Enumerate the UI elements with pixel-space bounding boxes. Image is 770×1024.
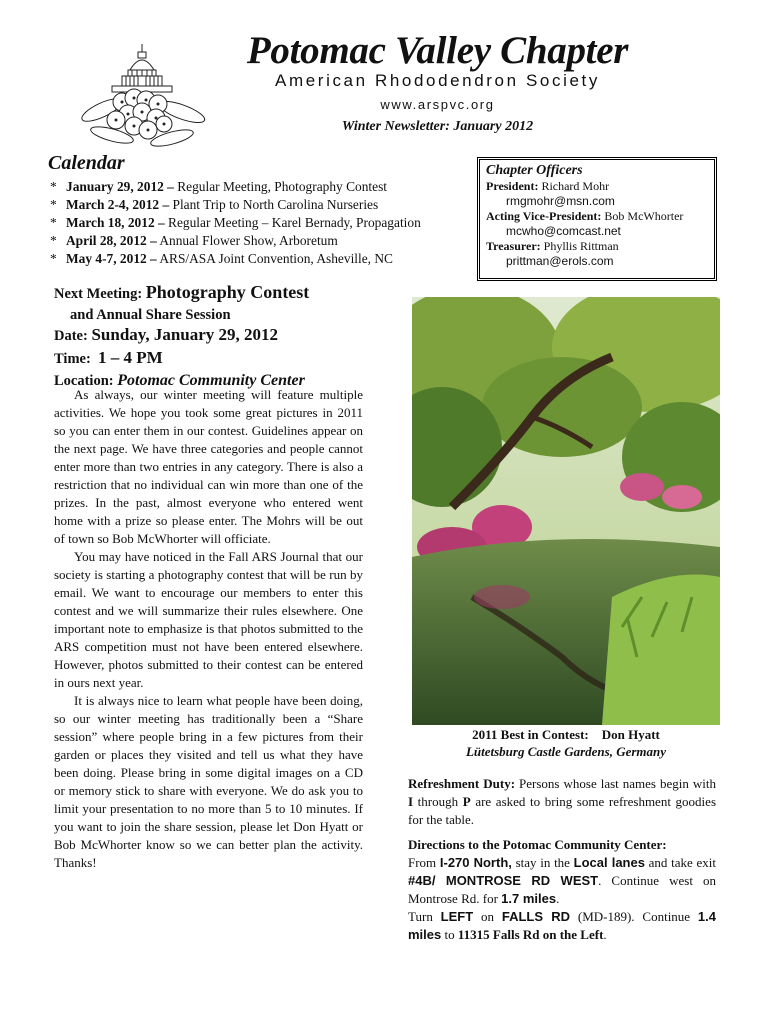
directions-fragment: .: [603, 927, 607, 942]
directions-emphasis: 1.4 miles: [408, 909, 716, 942]
meeting-date-line: [54, 324, 434, 347]
bullet-star: *: [50, 233, 57, 248]
treasurer-email[interactable]: prittman@erols.com: [506, 254, 614, 268]
meeting-time-line: [54, 347, 434, 370]
refreshment-text: are asked to bring some refreshment goodies for the table.: [408, 794, 717, 827]
president-label: President:: [486, 179, 539, 193]
directions: [408, 836, 716, 944]
bullet-star: *: [50, 251, 57, 266]
calendar-item: [50, 196, 470, 214]
directions-emphasis: 1.7 miles: [501, 891, 557, 906]
bullet-star: *: [50, 215, 57, 230]
vp-name: Bob McWhorter: [601, 209, 684, 223]
directions-emphasis: 11315 Falls Rd on the Left: [457, 927, 604, 942]
treasurer-line: [486, 239, 708, 254]
vp-line: [486, 209, 708, 224]
calendar-date: April 28, 2012 –: [66, 233, 157, 248]
refreshment-label: Refreshment Duty:: [408, 776, 516, 791]
directions-emphasis: LEFT: [440, 909, 474, 924]
website-link[interactable]: www.arspvc.org: [380, 97, 495, 112]
directions-emphasis: Local lanes: [573, 855, 645, 870]
refreshment-letter: I: [408, 794, 414, 809]
meeting-article: [54, 386, 363, 872]
calendar-event: Regular Meeting – Karel Bernady, Propagation: [164, 215, 421, 230]
directions-fragment: From: [408, 855, 440, 870]
meeting-subtitle: and Annual Share Session: [70, 307, 231, 323]
calendar-heading: Calendar: [48, 152, 125, 174]
meeting-date-value: Sunday, January 29, 2012: [91, 325, 279, 344]
article-paragraph: As always, our winter meeting will feature multiple activities. We hope you took some great pictures in 2011 so you can enter them in our contest. Guidelines appear on the next page. We have three categories and people cannot enter more than two entries in any category. There is also a restriction that no individual can win more than one of the prizes. In the past, almost everyone who entered went home with a prize so please enter. The Mohrs will be out of town so Bob McWhorter will officiate.: [54, 387, 363, 546]
directions-text: [408, 854, 716, 908]
directions-emphasis: #4B/ MONTROSE RD WEST: [408, 873, 599, 888]
president-line: [486, 179, 708, 194]
next-meeting-line: [54, 280, 434, 306]
calendar-date: March 18, 2012 –: [66, 215, 165, 230]
calendar-event: ARS/ASA Joint Convention, Asheville, NC: [156, 251, 393, 266]
meeting-info: [54, 280, 434, 392]
refreshment-text: Persons whose last names begin with: [515, 776, 716, 791]
directions-fragment: . Continue west on Montrose Rd. for: [408, 873, 716, 906]
directions-fragment: and take exit: [644, 855, 717, 870]
next-meeting-label: Next Meeting:: [54, 286, 143, 302]
directions-emphasis: FALLS RD: [501, 909, 571, 924]
meeting-time-value: 1 – 4 PM: [98, 348, 163, 367]
caption-author: Don Hyatt: [601, 727, 660, 742]
calendar-item: [50, 232, 470, 250]
officers-heading: Chapter Officers: [486, 163, 583, 178]
bullet-star: *: [50, 179, 57, 194]
directions-emphasis: I-270 North,: [439, 855, 512, 870]
calendar-event: Plant Trip to North Carolina Nurseries: [169, 197, 379, 212]
chapter-officers-box: [477, 157, 717, 281]
calendar-item: [50, 250, 470, 268]
directions-text: [408, 908, 716, 944]
calendar-item: [50, 178, 470, 196]
treasurer-label: Treasurer:: [486, 239, 541, 253]
calendar-list: [50, 178, 470, 268]
meeting-date-label: Date:: [54, 328, 88, 344]
refreshment-text: through: [413, 794, 463, 809]
calendar-event: Annual Flower Show, Arboretum: [156, 233, 338, 248]
president-email[interactable]: rmgmohr@msn.com: [506, 194, 615, 208]
treasurer-name: Phyllis Rittman: [540, 239, 619, 253]
directions-fragment: stay in the: [511, 855, 574, 870]
article-paragraph: You may have noticed in the Fall ARS Journal that our society is starting a photography contest that will be run by email. We want to encourage our members to enter this contest and we will summarize their rules elsewhere. One important note to emphasize is that photos submitted to the ARS competition must not have been entered elsewhere. However, photos submitted to their contest can be entered in ours next year.: [54, 549, 363, 690]
calendar-item: [50, 214, 470, 232]
issue-date: Winter Newsletter: January 2012: [341, 119, 534, 134]
photo-caption: [412, 727, 720, 743]
article-paragraph: It is always nice to learn what people have been doing, so our winter meeting has traditionally been a “Share session” where people bring in a few pictures from their garden or places they visited and tell us what they have been doing. Please bring in some digital images on a CD or memory stick to share with everyone. We do ask you to limit your presentation to no more than 5 to 10 minutes. If you want to join the share session, please let Don Hyatt or Bob McWhorter know so we can better plan the activity. Thanks!: [54, 693, 363, 870]
vp-label: Acting Vice-President:: [486, 209, 602, 223]
directions-fragment: (MD-189). Continue: [570, 909, 698, 924]
refreshment-letter: P: [462, 794, 471, 809]
next-meeting-value: Photography Contest: [145, 282, 310, 302]
meeting-location-value: Potomac Community Center: [117, 372, 305, 389]
directions-label: Directions to the Potomac Community Center:: [408, 837, 667, 852]
refreshment-duty: [408, 775, 716, 829]
bullet-star: *: [50, 197, 57, 212]
president-name: Richard Mohr: [538, 179, 610, 193]
meeting-location-label: Location:: [54, 373, 114, 389]
calendar-date: May 4-7, 2012 –: [66, 251, 157, 266]
photo-location: Lütetsburg Castle Gardens, Germany: [465, 744, 667, 759]
directions-fragment: .: [556, 891, 560, 906]
society-name: American Rhododendron Society: [275, 71, 600, 90]
vp-email[interactable]: mcwho@comcast.net: [506, 224, 621, 238]
meeting-time-label: Time:: [54, 351, 91, 367]
caption-label: 2011 Best in Contest:: [472, 727, 589, 742]
calendar-event: Regular Meeting, Photography Contest: [173, 179, 387, 194]
directions-fragment: to: [441, 927, 458, 942]
calendar-date: March 2-4, 2012 –: [66, 197, 170, 212]
garden-photo: [412, 297, 720, 725]
directions-fragment: on: [473, 909, 502, 924]
newsletter-title: Potomac Valley Chapter: [246, 29, 629, 72]
calendar-date: January 29, 2012 –: [66, 179, 174, 194]
directions-fragment: Turn: [408, 909, 441, 924]
chapter-logo: [72, 40, 252, 155]
